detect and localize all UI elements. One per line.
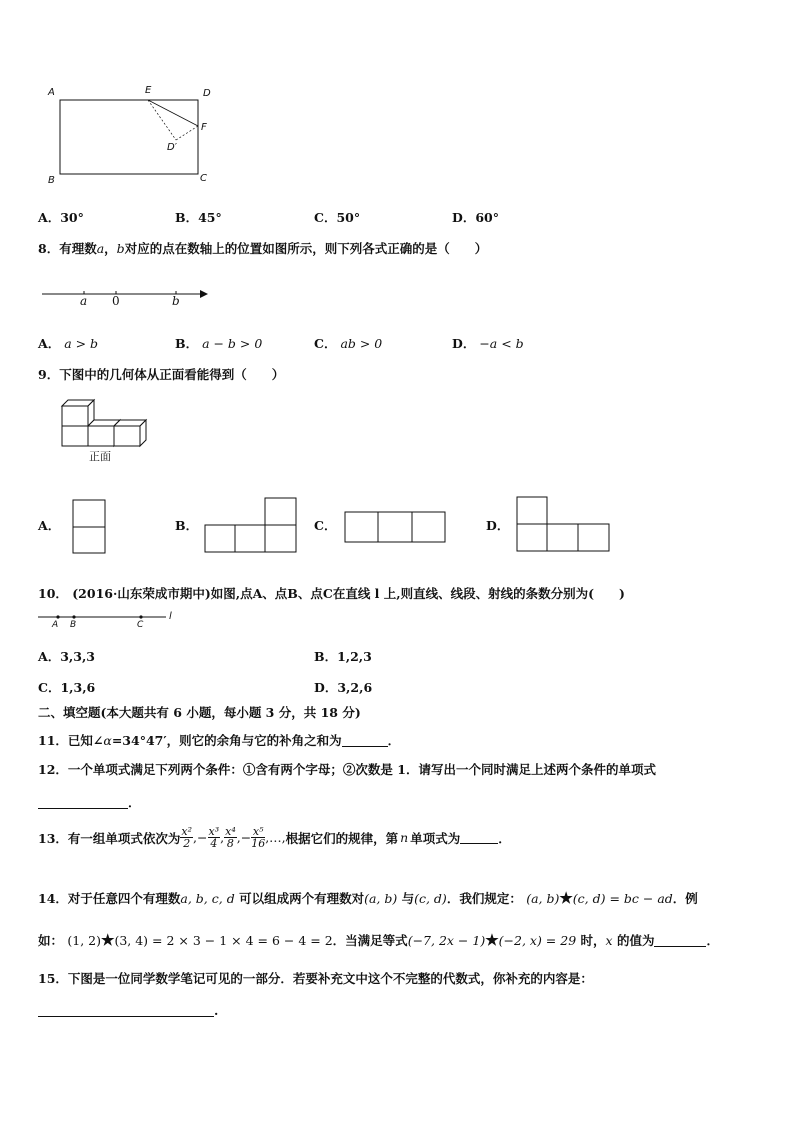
q10-label-l: l <box>169 611 172 622</box>
q7-label-d-prime: D′ <box>167 142 177 153</box>
q14-star-icon: ★ <box>559 889 573 907</box>
q10-option-c[interactable]: C．1,3,6 <box>38 680 96 695</box>
q7-label-c: C <box>200 173 207 184</box>
q9-option-c[interactable]: C． <box>314 518 337 533</box>
q8-axis-b: b <box>172 294 180 308</box>
q14-line2: 如： (1, 2)★(3, 4) = 2 × 3 − 1 × 4 = 6 − 4 = 2．当满足等式(−7, 2x − 1)★(−2, x) = 29 时，x 的值为 ． <box>38 931 719 949</box>
q9-option-a[interactable]: A． <box>38 518 61 533</box>
q8-option-c[interactable]: C． ab > 0 <box>314 336 383 351</box>
q14-line1: 14．对于任意四个有理数a, b, c, d 可以组成两个有理数对(a, b) 与(c, d)．我们规定： (a, b)★(c, d) = bc − ad．例 <box>38 889 698 907</box>
q12-stem: 12．一个单项式满足下列两个条件：①含有两个字母；②次数是 1．请写出一个同时满足上述两个条件的单项式 <box>38 762 656 777</box>
q8-number-line <box>0 280 220 310</box>
section2-heading: 二、填空题(本大题共有 6 小题，每小题 3 分，共 18 分) <box>38 705 361 720</box>
q10-option-a[interactable]: A．3,3,3 <box>38 649 95 664</box>
q9-cubes-figure <box>0 390 160 450</box>
q7-option-c[interactable]: C．50° <box>314 210 361 225</box>
q7-rectangle-figure <box>0 0 794 200</box>
q15-answer-blank[interactable] <box>38 1004 214 1017</box>
q9-stem: 9．下图中的几何体从正面看能得到（ ） <box>38 367 285 382</box>
q7-option-a[interactable]: A．30° <box>38 210 84 225</box>
q15-stem: 15．下图是一位同学数学笔记可见的一部分．若要补充文中这个不完整的代数式，你补充的内容是： <box>38 971 593 986</box>
q10-stem: 10． (2016·山东荣成市期中)如图,点A、点B、点C在直线 l 上,则直线、线段、射线的条数分别为( ) <box>38 586 625 601</box>
q7-label-a: A <box>48 87 55 98</box>
q9-option-d[interactable]: D． <box>486 518 510 533</box>
q7-option-b[interactable]: B．45° <box>175 210 222 225</box>
q10-option-d[interactable]: D．3,2,6 <box>314 680 373 695</box>
q13-term-2: $\frac{\text{x³}}{4}$ <box>208 825 220 850</box>
q9-option-b[interactable]: B． <box>175 518 199 533</box>
q13-term-3: $\frac{\text{x⁴}}{8}$ <box>225 825 236 850</box>
q7-label-f: F <box>201 122 207 133</box>
q8-option-b[interactable]: B． a − b > 0 <box>175 336 263 351</box>
q12-answer-line: ． <box>38 793 141 811</box>
q7-option-d[interactable]: D．60° <box>452 210 499 225</box>
q13-term-1: $\frac{\text{x²}}{2}$ <box>181 825 193 850</box>
q10-option-b[interactable]: B．1,2,3 <box>314 649 372 664</box>
q9-front-label: 正面 <box>89 450 111 463</box>
q14-answer-blank[interactable] <box>654 934 706 947</box>
q11-stem: 11．已知∠α=34°47′，则它的余角与它的补角之和为 ． <box>38 733 401 748</box>
q10-label-c: C <box>137 620 144 630</box>
q10-label-a: A <box>52 620 59 630</box>
q11-answer-blank[interactable] <box>342 734 388 747</box>
q7-label-b: B <box>48 175 55 186</box>
q8-axis-a: a <box>80 294 88 308</box>
q10-label-b: B <box>70 620 77 630</box>
q8-stem: 8．有理数a，b对应的点在数轴上的位置如图所示，则下列各式正确的是（ ） <box>38 241 488 256</box>
q7-label-e: E <box>145 85 152 96</box>
q15-answer-line: . <box>38 1003 218 1018</box>
q7-label-d: D <box>203 88 211 99</box>
q13-term-4: $\frac{\text{x⁵}}{16}$ <box>251 825 266 850</box>
q8-axis-zero: 0 <box>112 294 120 308</box>
q13-stem: 13．有一组单项式依次为 $\frac{\text{x²}}{2}$ , − $\frac{\text{x³}}{4}$ , $\frac{\text{x⁴}}{8}$ , − $\frac{\text{x⁵}}{16}$ ,…, 根据它们的规律，第 n 单项式为 ． <box>38 825 511 850</box>
q14-star-icon-2: ★ <box>100 931 115 949</box>
q13-answer-blank[interactable] <box>460 831 498 844</box>
q14-star-icon-3: ★ <box>485 931 499 949</box>
q9-view-d[interactable] <box>0 490 620 560</box>
q12-answer-blank[interactable] <box>38 796 128 809</box>
q8-option-a[interactable]: A． a > b <box>38 336 99 351</box>
q8-option-d[interactable]: D． −a < b <box>452 336 524 351</box>
